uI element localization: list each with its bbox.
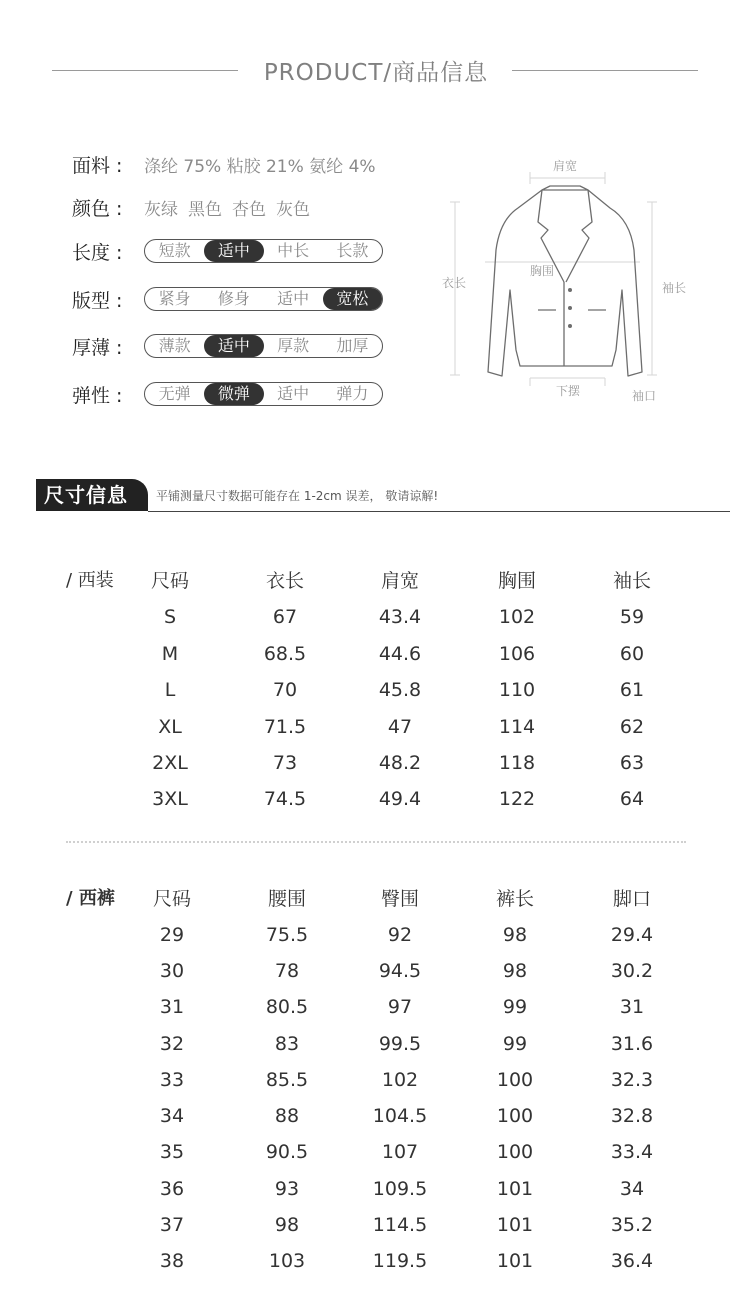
- table-cell: 36: [159, 1178, 185, 1200]
- table-cell: 35: [159, 1141, 185, 1163]
- table-cell: 31.6: [610, 1033, 654, 1055]
- hem-label: 下摆: [556, 384, 581, 398]
- table-row: [0, 639, 750, 669]
- table-row: [0, 1101, 750, 1131]
- table-row: [0, 712, 750, 742]
- table-cell: 75.5: [265, 924, 309, 946]
- table-cell: 101: [496, 1214, 534, 1236]
- table-cell: 119.5: [372, 1250, 428, 1272]
- table-row: [0, 675, 750, 705]
- table-header-cell: 裤长: [495, 888, 534, 910]
- table-cell: 49.4: [378, 788, 422, 810]
- table-cell: 97: [387, 996, 413, 1018]
- size-info-note: 平铺测量尺寸数据可能存在 1-2cm 误差， 敬请谅解!: [156, 489, 439, 503]
- color-option: 杏色: [232, 199, 266, 220]
- thickness-option: 厚款: [277, 336, 310, 355]
- table-cell: 32.8: [610, 1105, 654, 1127]
- table-cell: 32: [159, 1033, 185, 1055]
- table-cell: 101: [496, 1178, 534, 1200]
- table-cell: 85.5: [265, 1069, 309, 1091]
- length-options: [144, 239, 383, 263]
- table-header-row: [0, 566, 750, 596]
- table-cell: 34: [159, 1105, 185, 1127]
- jacket-measurement-illustration: [440, 150, 710, 410]
- table-row: [0, 956, 750, 986]
- table-cell: 83: [274, 1033, 300, 1055]
- table-cell: 47: [387, 716, 413, 738]
- fit-option: 修身: [217, 289, 250, 308]
- shoulder-label: 肩宽: [553, 159, 578, 173]
- table-cell: 37: [159, 1214, 185, 1236]
- table-row: [0, 1246, 750, 1276]
- table-header-cell: 脚口: [612, 888, 651, 910]
- table-cell: 62: [619, 716, 645, 738]
- length-option: 长款: [336, 241, 369, 260]
- table-cell: 90.5: [265, 1141, 309, 1163]
- table-header-cell: 尺码: [150, 570, 189, 592]
- fabric-row: [72, 150, 376, 178]
- table-cell: 104.5: [372, 1105, 428, 1127]
- table-header-cell: 衣长: [265, 570, 304, 592]
- table-cell: 110: [498, 679, 536, 701]
- length-option: 短款: [158, 241, 191, 260]
- table-cell: 118: [498, 752, 536, 774]
- table-cell: 29: [159, 924, 185, 946]
- table-cell: 107: [381, 1141, 419, 1163]
- table-cell: 122: [498, 788, 536, 810]
- fit-label: 版型 :: [72, 289, 123, 312]
- size-info-divider: [148, 511, 730, 512]
- table-cell: 93: [274, 1178, 300, 1200]
- color-option: 灰绿: [144, 199, 178, 220]
- table-separator: [66, 841, 686, 843]
- product-header-title: PRODUCT/商品信息: [263, 60, 489, 86]
- table-cell: 88: [274, 1105, 300, 1127]
- thickness-options: [144, 334, 383, 358]
- color-option: 灰色: [276, 199, 310, 220]
- length-row: [72, 237, 144, 265]
- table-cell: 100: [496, 1069, 534, 1091]
- table-header-row: [0, 884, 750, 914]
- color-values: [144, 195, 320, 220]
- sleeve-label: 袖长: [662, 281, 687, 295]
- table-cell: 99: [502, 996, 528, 1018]
- table-cell: 106: [498, 643, 536, 665]
- table-cell: L: [164, 679, 176, 701]
- table-cell: XL: [158, 716, 182, 738]
- size-info-header: [36, 479, 730, 513]
- table-cell: 98: [274, 1214, 300, 1236]
- table-header-cell: 臀围: [380, 888, 419, 910]
- table-cell: 99: [502, 1033, 528, 1055]
- table-row: [0, 748, 750, 778]
- table-cell: 80.5: [265, 996, 309, 1018]
- table-cell: 48.2: [378, 752, 422, 774]
- table-row: [0, 920, 750, 950]
- elasticity-option-selected: 微弹: [204, 383, 263, 405]
- table-cell: 102: [498, 606, 536, 628]
- table-cell: 99.5: [378, 1033, 422, 1055]
- table-cell: 100: [496, 1141, 534, 1163]
- product-header: [0, 54, 750, 88]
- fabric-label: 面料 :: [72, 154, 123, 177]
- table-cell: 61: [619, 679, 645, 701]
- elasticity-option: 适中: [277, 384, 310, 403]
- table-row: [0, 1174, 750, 1204]
- table-header-cell: 尺码: [152, 888, 191, 910]
- table-cell: 33: [159, 1069, 185, 1091]
- thickness-option: 加厚: [336, 336, 369, 355]
- thickness-row: [72, 332, 144, 360]
- thickness-option-selected: 适中: [204, 335, 263, 357]
- table-row: [0, 1029, 750, 1059]
- table-cell: 29.4: [610, 924, 654, 946]
- fit-options: [144, 287, 383, 311]
- table-cell: S: [163, 606, 177, 628]
- table-cell: 98: [502, 960, 528, 982]
- elasticity-option: 无弹: [158, 384, 191, 403]
- table-cell: 31: [159, 996, 185, 1018]
- color-row: [72, 193, 320, 221]
- table-cell: 33.4: [610, 1141, 654, 1163]
- table-header-cell: 胸围: [497, 570, 536, 592]
- table-cell: 31: [619, 996, 645, 1018]
- fit-row: [72, 285, 144, 313]
- table-cell: 32.3: [610, 1069, 654, 1091]
- table-cell: 109.5: [372, 1178, 428, 1200]
- table-cell: 98: [502, 924, 528, 946]
- table-cell: 38: [159, 1250, 185, 1272]
- table-cell: 70: [272, 679, 298, 701]
- fit-option-selected: 宽松: [323, 288, 382, 310]
- table-cell: 102: [381, 1069, 419, 1091]
- header-divider-left: [52, 70, 238, 71]
- table-cell: 74.5: [263, 788, 307, 810]
- table-cell: 64: [619, 788, 645, 810]
- table-cell: 44.6: [378, 643, 422, 665]
- table-cell: 3XL: [152, 788, 188, 810]
- chest-label: 胸围: [530, 264, 555, 278]
- table-cell: 68.5: [263, 643, 307, 665]
- header-divider-right: [512, 70, 698, 71]
- elasticity-options: [144, 382, 383, 406]
- table-cell: 100: [496, 1105, 534, 1127]
- table-cell: 30: [159, 960, 185, 982]
- color-option: 黑色: [188, 199, 222, 220]
- elasticity-label: 弹性 :: [72, 384, 123, 407]
- table-cell: 63: [619, 752, 645, 774]
- table-cell: 35.2: [610, 1214, 654, 1236]
- table-header-cell: 肩宽: [380, 570, 419, 592]
- table-cell: 114.5: [372, 1214, 428, 1236]
- table-cell: 103: [268, 1250, 306, 1272]
- length-label: 长度 :: [72, 241, 123, 264]
- thickness-option: 薄款: [158, 336, 191, 355]
- table-row: [0, 1065, 750, 1095]
- table-cell: 34: [619, 1178, 645, 1200]
- table-cell: 73: [272, 752, 298, 774]
- table-cell: M: [161, 643, 179, 665]
- suit-table-tag: / 西装: [66, 570, 114, 591]
- color-label: 颜色 :: [72, 197, 123, 220]
- thickness-label: 厚薄 :: [72, 336, 123, 359]
- cuff-label: 袖口: [632, 389, 657, 403]
- table-row: [0, 992, 750, 1022]
- elasticity-option: 弹力: [336, 384, 369, 403]
- fabric-value: 涤纶 75% 粘胶 21% 氨纶 4%: [144, 156, 376, 177]
- table-cell: 30.2: [610, 960, 654, 982]
- size-info-title: 尺寸信息: [36, 479, 148, 511]
- table-row: [0, 784, 750, 814]
- table-row: [0, 602, 750, 632]
- table-header-cell: 袖长: [612, 570, 651, 592]
- table-row: [0, 1137, 750, 1167]
- fit-option: 紧身: [158, 289, 191, 308]
- table-cell: 92: [387, 924, 413, 946]
- pants-table-tag: / 西裤: [66, 888, 115, 909]
- length-label-figure: 衣长: [442, 276, 467, 290]
- table-cell: 78: [274, 960, 300, 982]
- table-header-cell: 腰围: [267, 888, 306, 910]
- table-cell: 43.4: [378, 606, 422, 628]
- length-option: 中长: [277, 241, 310, 260]
- elasticity-row: [72, 380, 144, 408]
- table-cell: 2XL: [152, 752, 188, 774]
- table-cell: 45.8: [378, 679, 422, 701]
- table-cell: 59: [619, 606, 645, 628]
- table-cell: 60: [619, 643, 645, 665]
- table-cell: 36.4: [610, 1250, 654, 1272]
- table-cell: 114: [498, 716, 536, 738]
- table-row: [0, 1210, 750, 1240]
- length-option-selected: 适中: [204, 240, 263, 262]
- table-cell: 101: [496, 1250, 534, 1272]
- fit-option: 适中: [277, 289, 310, 308]
- table-cell: 67: [272, 606, 298, 628]
- table-cell: 71.5: [263, 716, 307, 738]
- table-cell: 94.5: [378, 960, 422, 982]
